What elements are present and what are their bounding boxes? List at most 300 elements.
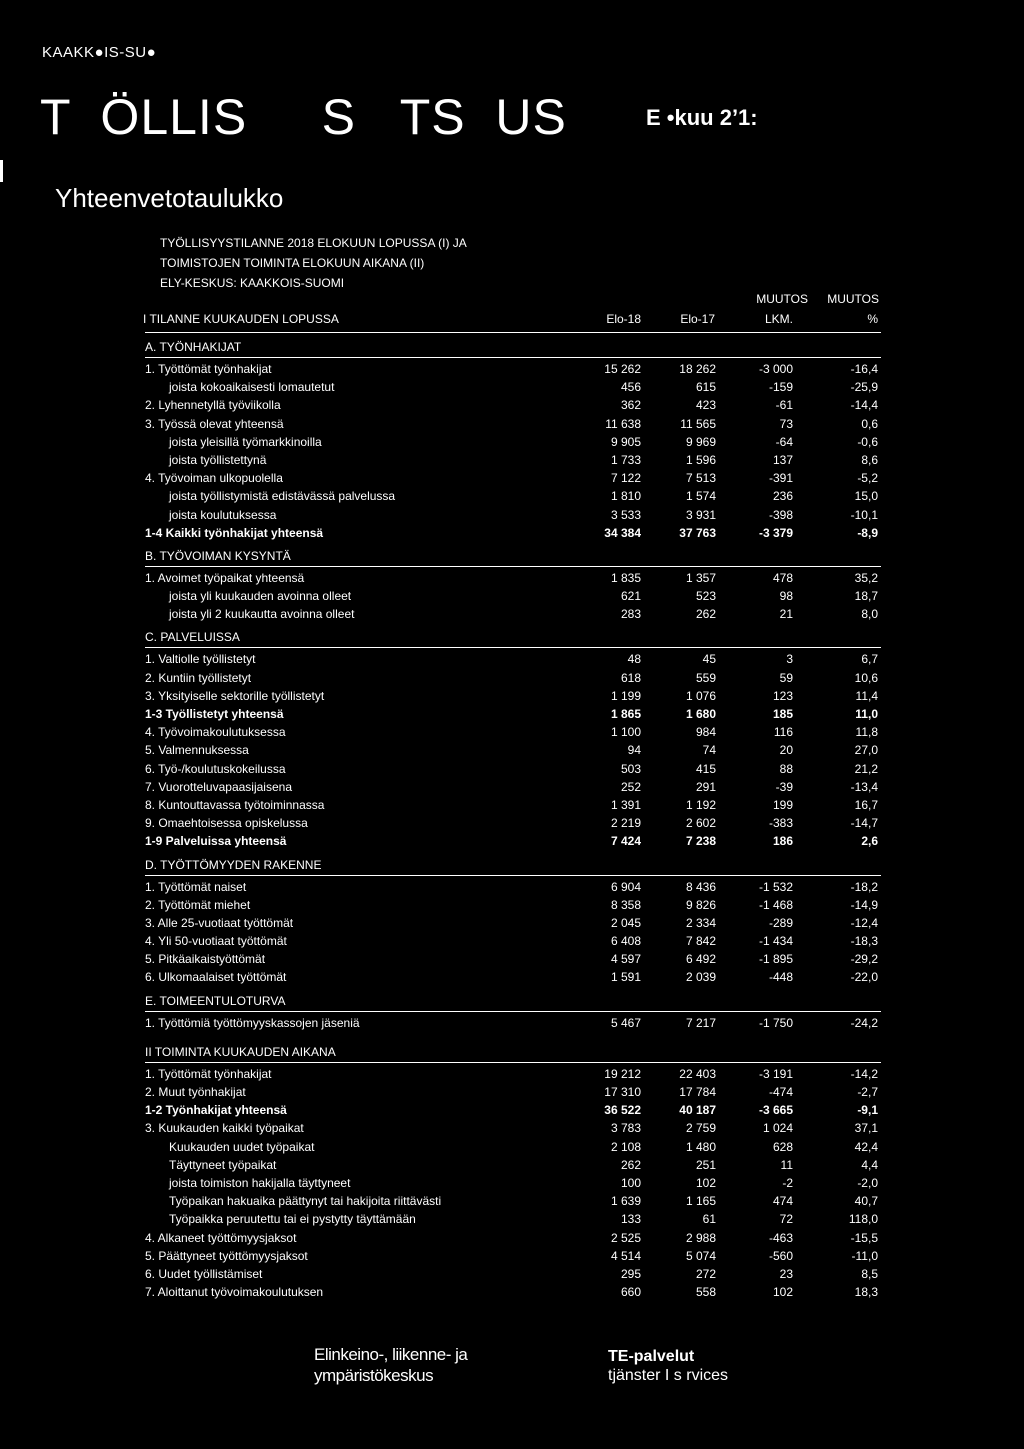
row-value: 6 408	[610, 934, 641, 949]
row-value: 116	[773, 725, 793, 740]
row-label: 5. Pitkäaikaistyöttömät	[145, 952, 266, 967]
row-value: -14,7	[850, 816, 878, 831]
row-value: 37,1	[854, 1121, 878, 1136]
row-value: 5 074	[685, 1248, 716, 1263]
row-value: 3 783	[610, 1121, 641, 1136]
row-value: -14,9	[850, 897, 878, 912]
row-value: 1 733	[610, 452, 641, 467]
table-row	[145, 506, 881, 524]
table-row	[145, 705, 881, 723]
row-value: 8,5	[861, 1266, 878, 1281]
row-label: 5. Valmennuksessa	[145, 743, 249, 758]
table-row	[145, 1083, 881, 1101]
row-value: -463	[768, 1230, 793, 1245]
row-value: 48	[627, 652, 641, 667]
row-value: 7 238	[685, 834, 716, 849]
column-header-elo17: Elo-17	[680, 312, 715, 326]
row-value: 4 597	[610, 952, 641, 967]
row-label: 6. Uudet työllistämiset	[145, 1266, 263, 1281]
table-row	[145, 469, 881, 487]
row-label: Työpaikka peruutettu tai ei pystytty täyttämään	[169, 1212, 416, 1227]
row-label: Kuukauden uudet työpaikat	[169, 1139, 315, 1154]
row-value: 1 574	[685, 489, 716, 504]
row-value: 456	[620, 380, 641, 395]
table-row	[145, 396, 881, 414]
row-label: 5. Päättyneet työttömyysjaksot	[145, 1248, 308, 1263]
row-value: 7 122	[610, 471, 641, 486]
row-label: Täyttyneet työpaikat	[169, 1157, 277, 1172]
row-value: -18,3	[850, 934, 878, 949]
row-value: 21	[779, 607, 793, 622]
row-value: 88	[779, 761, 793, 776]
row-value: 474	[772, 1194, 793, 1209]
section-heading-label: II TOIMINTA KUUKAUDEN AIKANA	[145, 1044, 336, 1059]
row-value: 2 759	[685, 1121, 716, 1136]
row-value: -18,2	[850, 879, 878, 894]
row-value: 185	[772, 707, 793, 721]
row-label: 4. Alkaneet työttömyysjaksot	[145, 1230, 297, 1245]
row-value: 16,7	[854, 797, 878, 812]
section-heading	[145, 855, 881, 876]
column-header-change-count: LKM.	[764, 312, 793, 326]
table-row	[145, 1247, 881, 1265]
row-label: 3. Yksityiselle sektorille työllistetyt	[145, 688, 325, 703]
row-value: 186	[772, 834, 793, 849]
row-value: 199	[772, 797, 793, 812]
row-value: -560	[768, 1248, 793, 1263]
row-value: 1 165	[685, 1194, 716, 1209]
row-value: 17 784	[679, 1085, 716, 1099]
row-label: 1. Avoimet työpaikat yhteensä	[145, 570, 305, 585]
section-heading-label: A. TYÖNHAKIJAT	[145, 340, 242, 354]
row-value: -1 750	[758, 1015, 793, 1030]
row-value: 118,0	[848, 1212, 878, 1227]
column-header-change-top: MUUTOS	[756, 292, 808, 306]
row-value: 11 638	[605, 416, 641, 431]
row-value: 9 905	[610, 434, 641, 449]
row-value: 236	[772, 489, 793, 504]
left-edge-mark	[0, 160, 3, 182]
row-value: -39	[775, 779, 793, 794]
row-value: -22,0	[850, 970, 878, 985]
table-row	[145, 587, 881, 605]
row-value: -14,4	[850, 398, 878, 413]
table-row	[145, 1156, 881, 1174]
row-value: 558	[695, 1285, 716, 1300]
table-row	[145, 1229, 881, 1247]
row-value: -398	[768, 507, 793, 522]
row-value: 7 842	[685, 934, 716, 949]
row-value: 11,8	[855, 725, 878, 740]
row-value: -474	[768, 1085, 793, 1099]
row-value: 523	[695, 589, 716, 604]
row-value: 1 192	[685, 797, 716, 812]
column-header-change-pct-top: MUUTOS	[827, 292, 879, 306]
row-value: -10,1	[850, 507, 878, 522]
row-value: 7 513	[685, 471, 716, 486]
row-value: 45	[702, 652, 716, 667]
table-body	[145, 337, 881, 1301]
row-value: 2 039	[685, 970, 716, 985]
section-title: Yhteenvetotaulukko	[55, 183, 284, 213]
row-label: joista yli 2 kuukautta avoinna olleet	[169, 607, 355, 622]
row-value: 251	[695, 1157, 716, 1172]
row-value: 1 199	[610, 688, 641, 703]
section-heading-label: B. TYÖVOIMAN KYSYNTÄ	[145, 548, 291, 563]
row-value: 2 988	[685, 1230, 716, 1245]
subheading-line: TYÖLLISYYSTILANNE 2018 ELOKUUN LOPUSSA (I) JA	[160, 236, 467, 250]
row-value: -391	[768, 471, 793, 486]
row-value: 20	[779, 743, 793, 758]
table-row	[145, 451, 881, 469]
row-label: 2. Lyhennetyllä työviikolla	[145, 398, 281, 413]
row-value: 1 596	[685, 452, 716, 467]
row-value: -15,5	[850, 1230, 878, 1245]
row-value: 34 384	[604, 525, 641, 540]
row-label: 1-4 Kaikki työnhakijat yhteensä	[145, 525, 324, 540]
row-value: 2 525	[610, 1230, 641, 1245]
row-value: 262	[620, 1157, 641, 1172]
report-period: E •kuu 2’1:	[646, 105, 758, 130]
row-value: 4,4	[861, 1157, 878, 1172]
row-label: 1-9 Palveluissa yhteensä	[145, 834, 287, 849]
row-label: 8. Kuntouttavassa työtoiminnassa	[145, 797, 325, 812]
row-label: 2. Muut työnhakijat	[145, 1085, 246, 1099]
row-value: 503	[620, 761, 641, 776]
row-value: 2 602	[685, 816, 716, 831]
row-value: 11,4	[855, 688, 878, 703]
section-heading	[145, 991, 881, 1012]
row-value: 7 424	[610, 834, 641, 849]
row-label: 3. Kuukauden kaikki työpaikat	[145, 1121, 304, 1136]
row-value: 2 219	[610, 816, 641, 831]
row-value: 9 826	[685, 897, 716, 912]
row-value: 10,6	[854, 670, 878, 685]
row-value: 3 533	[610, 507, 641, 522]
row-value: -13,4	[850, 779, 878, 794]
row-value: 35,2	[854, 570, 878, 585]
row-value: -289	[768, 915, 793, 930]
subheading-line: TOIMISTOJEN TOIMINTA ELOKUUN AIKANA (II)	[160, 256, 425, 270]
row-value: -8,9	[857, 525, 878, 540]
table-row	[145, 1265, 881, 1283]
row-value: -2	[782, 1175, 793, 1190]
region-label: KAAKK●IS-SU●	[42, 44, 157, 61]
row-label: joista yleisillä työmarkkinoilla	[169, 434, 322, 449]
row-value: 40,7	[854, 1194, 878, 1209]
row-value: -29,2	[850, 952, 878, 967]
row-value: 8 358	[610, 897, 641, 912]
row-value: 8,0	[861, 607, 878, 622]
table-row	[145, 932, 881, 950]
row-value: 1 357	[685, 570, 716, 585]
row-value: -24,2	[850, 1015, 878, 1030]
row-value: 1 591	[610, 970, 641, 985]
row-value: 262	[695, 607, 716, 622]
row-value: 11,0	[855, 707, 878, 721]
row-value: 36 522	[604, 1103, 641, 1118]
row-value: 72	[779, 1212, 793, 1227]
row-value: 22 403	[679, 1066, 716, 1081]
row-value: 615	[695, 380, 716, 395]
row-value: -11,0	[851, 1248, 878, 1263]
table-row	[145, 814, 881, 832]
row-value: -12,4	[850, 915, 878, 930]
row-value: 9 969	[685, 434, 716, 449]
row-value: 102	[772, 1285, 793, 1300]
row-value: -1 532	[758, 879, 793, 894]
te-logo-line: tjänster I s rvices	[608, 1367, 729, 1384]
row-value: 21,2	[854, 761, 878, 776]
column-header-elo18: Elo-18	[606, 312, 641, 326]
row-label: 2. Kuntiin työllistetyt	[145, 670, 252, 685]
table-row	[145, 687, 881, 705]
row-value: 18,3	[854, 1285, 878, 1300]
row-value: 42,4	[854, 1139, 878, 1154]
row-value: -3 191	[758, 1066, 793, 1081]
row-value: 478	[772, 570, 793, 585]
row-label: 1. Työttömät työnhakijat	[145, 1066, 272, 1081]
row-value: 23	[779, 1266, 793, 1281]
row-value: 8,6	[861, 452, 878, 467]
row-label: 4. Työvoimakoulutuksessa	[145, 725, 286, 740]
row-label: joista kokoaikaisesti lomautetut	[169, 380, 335, 395]
table-row	[145, 378, 881, 396]
row-value: -1 468	[758, 897, 793, 912]
table-row	[145, 1174, 881, 1192]
table-subheading	[160, 233, 467, 293]
table-row	[145, 360, 881, 378]
row-value: 94	[627, 743, 641, 758]
row-value: 37 763	[679, 525, 716, 540]
row-value: 6 492	[685, 952, 716, 967]
row-label: joista työllistettynä	[169, 452, 267, 467]
row-value: -3 000	[758, 362, 793, 376]
summary-table	[145, 292, 881, 1301]
row-label: 7. Vuorotteluvapaasijaisena	[145, 779, 292, 794]
row-value: 27,0	[854, 743, 878, 758]
row-label: 9. Omaehtoisessa opiskelussa	[145, 816, 308, 831]
row-value: 984	[695, 725, 716, 740]
row-label: 1. Valtiolle työllistetyt	[145, 652, 256, 667]
row-value: 2 334	[685, 915, 716, 930]
table-row	[145, 1210, 881, 1228]
row-value: -0,6	[857, 434, 878, 449]
row-value: 3	[786, 652, 793, 667]
table-row	[145, 878, 881, 896]
row-value: 1 076	[685, 688, 716, 703]
ely-logo	[314, 1344, 467, 1386]
table-row	[145, 1192, 881, 1210]
table-row	[145, 524, 881, 542]
row-value: 628	[772, 1139, 793, 1154]
section-heading-label: D. TYÖTTÖMYYDEN RAKENNE	[145, 857, 322, 872]
row-label: joista koulutuksessa	[169, 507, 277, 522]
table-row	[145, 415, 881, 433]
row-label: Työpaikan hakuaika päättynyt tai hakijoita riittävästi	[169, 1194, 442, 1209]
row-label: 2. Työttömät miehet	[145, 897, 251, 912]
row-label: 1. Työttömiä työttömyyskassojen jäseniä	[145, 1015, 360, 1030]
te-logo-line: TE-palvelut	[608, 1348, 695, 1365]
table-row	[145, 605, 881, 623]
table-row	[145, 914, 881, 932]
table-row	[145, 487, 881, 505]
row-value: -5,2	[857, 471, 878, 486]
row-value: 11 565	[680, 416, 716, 431]
table-row	[145, 950, 881, 968]
row-value: 98	[779, 589, 793, 604]
table-row	[145, 760, 881, 778]
row-value: 59	[779, 670, 793, 685]
row-value: -2,7	[857, 1085, 878, 1099]
row-value: 559	[695, 670, 716, 685]
row-value: 73	[779, 416, 793, 431]
row-value: -25,9	[850, 380, 878, 395]
row-value: 3 931	[685, 507, 716, 522]
row-label: 3. Työssä olevat yhteensä	[145, 416, 284, 431]
row-value: -383	[768, 816, 793, 831]
table-row	[145, 1138, 881, 1156]
row-value: 15,0	[854, 489, 878, 504]
row-value: 362	[620, 398, 641, 413]
row-value: -1 434	[758, 934, 793, 949]
row-label: joista työllistymistä edistävässä palvelussa	[169, 489, 396, 504]
row-value: 18 262	[679, 362, 716, 376]
row-value: 133	[620, 1212, 641, 1227]
row-value: 2 045	[610, 915, 641, 930]
row-value: 1 480	[685, 1139, 716, 1154]
row-value: 1 100	[610, 725, 641, 740]
row-value: 4 514	[610, 1248, 641, 1263]
row-value: 11	[780, 1157, 793, 1172]
row-value: 1 639	[610, 1194, 641, 1209]
row-value: 8 436	[685, 879, 716, 894]
row-value: 1 391	[610, 797, 641, 812]
row-label: joista toimiston hakijalla täyttyneet	[169, 1175, 351, 1190]
row-value: -16,4	[850, 362, 878, 376]
part-label: I TILANNE KUUKAUDEN LOPUSSA	[143, 312, 339, 326]
row-value: 2,6	[861, 834, 878, 849]
column-header-change-pct: %	[867, 312, 878, 326]
row-value: 423	[695, 398, 716, 413]
row-value: 6,7	[861, 652, 878, 667]
table-column-header	[145, 292, 881, 333]
row-value: 100	[620, 1175, 641, 1190]
row-value: 283	[620, 607, 641, 622]
row-value: -14,2	[850, 1066, 878, 1081]
table-row	[145, 1119, 881, 1137]
row-value: -1 895	[758, 952, 793, 967]
table-row	[145, 1065, 881, 1083]
row-label: 4. Yli 50-vuotiaat työttömät	[145, 934, 287, 949]
row-value: 40 187	[679, 1103, 716, 1118]
section-heading	[145, 627, 881, 648]
row-value: 252	[620, 779, 641, 794]
table-row	[145, 669, 881, 687]
row-value: 1 865	[610, 707, 641, 721]
row-value: -9,1	[857, 1103, 878, 1118]
row-value: 415	[695, 761, 716, 776]
table-row	[145, 896, 881, 914]
row-value: 6 904	[610, 879, 641, 894]
table-row	[145, 968, 881, 986]
row-value: 621	[620, 589, 641, 604]
row-value: 0,6	[861, 416, 878, 431]
ely-logo-line: ympäristökeskus	[314, 1366, 434, 1385]
row-value: -2,0	[857, 1175, 878, 1190]
table-row	[145, 569, 881, 587]
row-value: 618	[620, 670, 641, 685]
row-value: 1 810	[610, 489, 641, 504]
row-value: 1 835	[610, 570, 641, 585]
row-value: -3 665	[758, 1103, 793, 1118]
row-label: 1-2 Työnhakijat yhteensä	[145, 1103, 287, 1118]
row-value: 660	[620, 1285, 641, 1300]
table-row	[145, 832, 881, 850]
row-label: 6. Työ-/koulutuskokeilussa	[145, 761, 286, 776]
row-value: -159	[768, 380, 793, 395]
table-row	[145, 1283, 881, 1301]
section-heading	[145, 546, 881, 567]
row-label: joista yli kuukauden avoinna olleet	[169, 589, 352, 604]
row-value: 19 212	[604, 1066, 641, 1081]
row-value: 272	[695, 1266, 716, 1281]
row-label: 6. Ulkomaalaiset työttömät	[145, 970, 287, 985]
ely-logo-line: Elinkeino-, liikenne- ja	[314, 1345, 468, 1364]
row-value: 123	[772, 688, 793, 703]
row-value: 295	[620, 1266, 641, 1281]
row-value: 18,7	[854, 589, 878, 604]
report-title: T ÖLLIS S TS US	[40, 89, 567, 145]
row-value: 7 217	[685, 1015, 716, 1030]
section-heading-label: E. TOIMEENTULOTURVA	[145, 993, 286, 1008]
row-value: 15 262	[604, 362, 641, 376]
row-value: -448	[768, 970, 793, 985]
row-value: 17 310	[604, 1085, 641, 1099]
row-value: -61	[775, 398, 793, 413]
section-heading-label: C. PALVELUISSA	[145, 630, 240, 645]
row-label: 3. Alle 25-vuotiaat työttömät	[145, 915, 294, 930]
table-row	[145, 433, 881, 451]
row-label: 1. Työttömät työnhakijat	[145, 362, 272, 376]
row-value: 74	[702, 743, 716, 758]
section-heading	[145, 1042, 881, 1063]
table-row	[145, 1014, 881, 1032]
row-value: 1 024	[762, 1121, 793, 1136]
row-value: -64	[775, 434, 793, 449]
row-value: 5 467	[610, 1015, 641, 1030]
row-value: 61	[702, 1212, 716, 1227]
row-label: 4. Työvoiman ulkopuolella	[145, 471, 283, 486]
row-label: 1. Työttömät naiset	[145, 879, 247, 894]
table-row	[145, 796, 881, 814]
row-value: 137	[772, 452, 793, 467]
row-value: 1 680	[685, 707, 716, 721]
table-row	[145, 723, 881, 741]
te-logo	[608, 1347, 728, 1385]
row-value: -3 379	[758, 525, 793, 540]
table-row	[145, 778, 881, 796]
row-value: 2 108	[610, 1139, 641, 1154]
section-heading	[145, 337, 881, 358]
row-value: 102	[695, 1175, 716, 1190]
row-label: 7. Aloittanut työvoimakoulutuksen	[145, 1285, 324, 1300]
table-row	[145, 1101, 881, 1119]
subheading-line: ELY-KESKUS: KAAKKOIS-SUOMI	[160, 276, 345, 290]
row-label: 1-3 Työllistetyt yhteensä	[145, 707, 284, 721]
table-row	[145, 650, 881, 668]
row-value: 291	[695, 779, 716, 794]
